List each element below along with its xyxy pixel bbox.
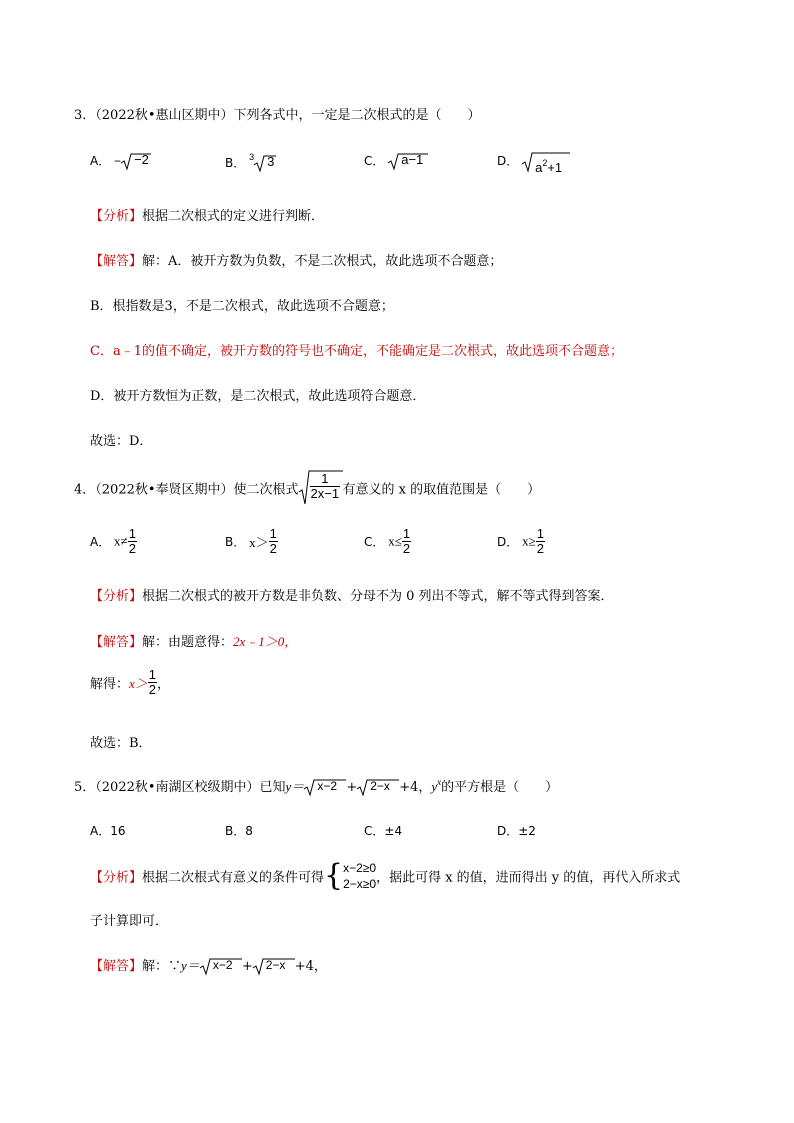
answer-radical-1: x−2	[200, 958, 242, 976]
q4-answer-line-1	[90, 631, 297, 650]
answer-tag: 【解答】	[90, 254, 143, 269]
option-letter: C．	[364, 154, 385, 168]
q3-option-b[interactable]	[225, 152, 276, 173]
q4-answer-line-2	[90, 668, 170, 697]
option-num: 1	[536, 526, 544, 541]
option-letter: D．	[497, 535, 519, 549]
q4-stem-radical	[299, 470, 343, 506]
option-num: 1	[402, 526, 411, 541]
q5-option-c[interactable]	[364, 822, 402, 839]
option-rel: x＞	[249, 535, 269, 550]
answer-comma: ，	[157, 677, 171, 692]
q5-radical-1: x−2	[304, 779, 346, 797]
option-den: 2	[128, 541, 136, 556]
q3-stem: 3．（2022秋•惠山区期中）下列各式中，一定是二次根式的是（ ）	[74, 108, 481, 123]
q3-option-c[interactable]	[364, 152, 428, 171]
q3-answer-line-2: B．根指数是3，不是二次根式，故此选项不合题意；	[90, 299, 394, 314]
option-letter: C．	[364, 824, 385, 838]
q4-choice: 故选：B．	[90, 736, 152, 751]
q4-option-d[interactable]	[497, 527, 545, 556]
q3-option-a-expr: − −2	[114, 154, 151, 168]
answer-tail: +4，	[294, 959, 327, 974]
q3-option-b-expr: $^3$ 3	[249, 152, 275, 169]
q5-radical-2: 2−x	[357, 779, 399, 797]
option-value: ±4	[384, 824, 403, 838]
q5-answer	[90, 955, 327, 976]
analysis-tag: 【分析】	[90, 209, 143, 224]
q4-stem-den: 2x−1	[310, 486, 340, 501]
answer-tag: 【解答】	[90, 635, 143, 650]
option-value: ±2	[518, 824, 536, 838]
q3-answer-line-4: D．被开方数恒为正数，是二次根式，故此选项符合题意．	[90, 389, 426, 404]
q4-stem-post: 有意义的 x 的取值范围是（ ）	[342, 482, 541, 498]
option-letter: B．	[225, 156, 246, 170]
option-letter: B．	[225, 824, 246, 838]
analysis-text: 根据二次根式的被开方数是非负数、分母不为 0 列出不等式，解不等式得到答案．	[142, 589, 614, 604]
q5-option-b[interactable]	[225, 822, 253, 839]
answer-text: 解得：	[90, 677, 130, 692]
option-letter: A．	[90, 824, 111, 838]
q5-yx: y	[431, 779, 438, 794]
q3-answer-line-1	[90, 250, 502, 269]
option-den: 2	[269, 541, 277, 556]
q5-stem-post: 的平方根是（ ）	[441, 780, 559, 795]
answer-rel: x＞	[129, 676, 148, 691]
analysis-text-post: ，据此可得 x 的值，进而得出 y 的值，再代入所求式	[376, 870, 681, 886]
q5-stem-y: y＝	[285, 779, 305, 794]
option-letter: A．	[90, 535, 111, 549]
option-letter: C．	[364, 535, 385, 549]
option-letter: A．	[90, 154, 111, 168]
option-den: 2	[402, 541, 411, 556]
answer-num: 1	[148, 667, 157, 682]
option-num: 1	[128, 526, 136, 541]
q4-option-b[interactable]	[225, 527, 278, 556]
system-row-2: 2−x≥0	[343, 877, 377, 891]
option-rel: x≠	[114, 533, 128, 549]
q5-plus: +	[346, 780, 358, 795]
answer-text: 解：∵	[142, 959, 182, 974]
q4-analysis	[90, 585, 614, 604]
answer-plus: +	[241, 959, 253, 974]
inequality-system	[343, 860, 376, 892]
analysis-text: 根据二次根式的定义进行判断．	[142, 209, 325, 224]
q5-analysis	[90, 860, 680, 892]
option-rel: x≥	[522, 533, 536, 549]
q5-option-a[interactable]	[90, 822, 126, 839]
q3-option-d[interactable]	[497, 152, 570, 175]
system-brace: {	[324, 858, 344, 893]
option-den: 2	[536, 541, 544, 556]
q4-option-c[interactable]	[364, 527, 411, 556]
q3-analysis	[90, 205, 324, 224]
q3-answer-line-3: C．a﹣1的值不确定，被开方数的符号也不确定，不能确定是二次根式，故此选项不合题意；	[90, 344, 623, 359]
q5-stem	[74, 776, 558, 797]
q4-stem	[74, 470, 540, 506]
answer-radical-2: 2−x	[253, 958, 295, 976]
answer-text: 解：A．被开方数为负数，不是二次根式，故此选项不合题意；	[142, 254, 503, 269]
q5-tail: +4，	[399, 780, 432, 795]
option-value: 8	[245, 824, 253, 838]
answer-tag: 【解答】	[90, 959, 143, 974]
q3-option-a[interactable]	[90, 152, 151, 171]
q4-stem-pre: 4．（2022秋•奉贤区期中）使二次根式	[74, 482, 299, 498]
option-letter: B．	[225, 535, 246, 549]
option-letter: D．	[497, 824, 519, 838]
option-letter: D．	[497, 154, 519, 169]
q5-analysis-line-2: 子计算即可．	[90, 914, 169, 929]
q3-choice: 故选：D．	[90, 434, 153, 449]
analysis-tag: 【分析】	[90, 589, 143, 604]
analysis-text: 根据二次根式有意义的条件可得	[142, 870, 325, 886]
answer-den: 2	[148, 682, 157, 697]
answer-y: y＝	[181, 958, 200, 973]
answer-inequality: 2x﹣1＞0，	[233, 634, 298, 649]
option-rel: x≤	[388, 533, 402, 549]
q4-stem-num: 1	[310, 472, 341, 487]
q4-option-a[interactable]	[90, 527, 137, 556]
answer-text: 解：由题意得：	[142, 635, 234, 650]
analysis-tag: 【分析】	[90, 870, 143, 886]
q5-yx-sup: x	[437, 777, 442, 787]
q5-stem-pre: 5．（2022秋•南湖区校级期中）已知	[74, 780, 286, 795]
system-row-1: x−2≥0	[343, 861, 377, 875]
q3-option-d-expr: $a^2+1$	[522, 154, 570, 168]
option-value: 16	[110, 824, 126, 838]
q3-option-c-expr: a−1	[388, 154, 428, 168]
q5-option-d[interactable]	[497, 822, 536, 839]
option-num: 1	[269, 526, 277, 541]
